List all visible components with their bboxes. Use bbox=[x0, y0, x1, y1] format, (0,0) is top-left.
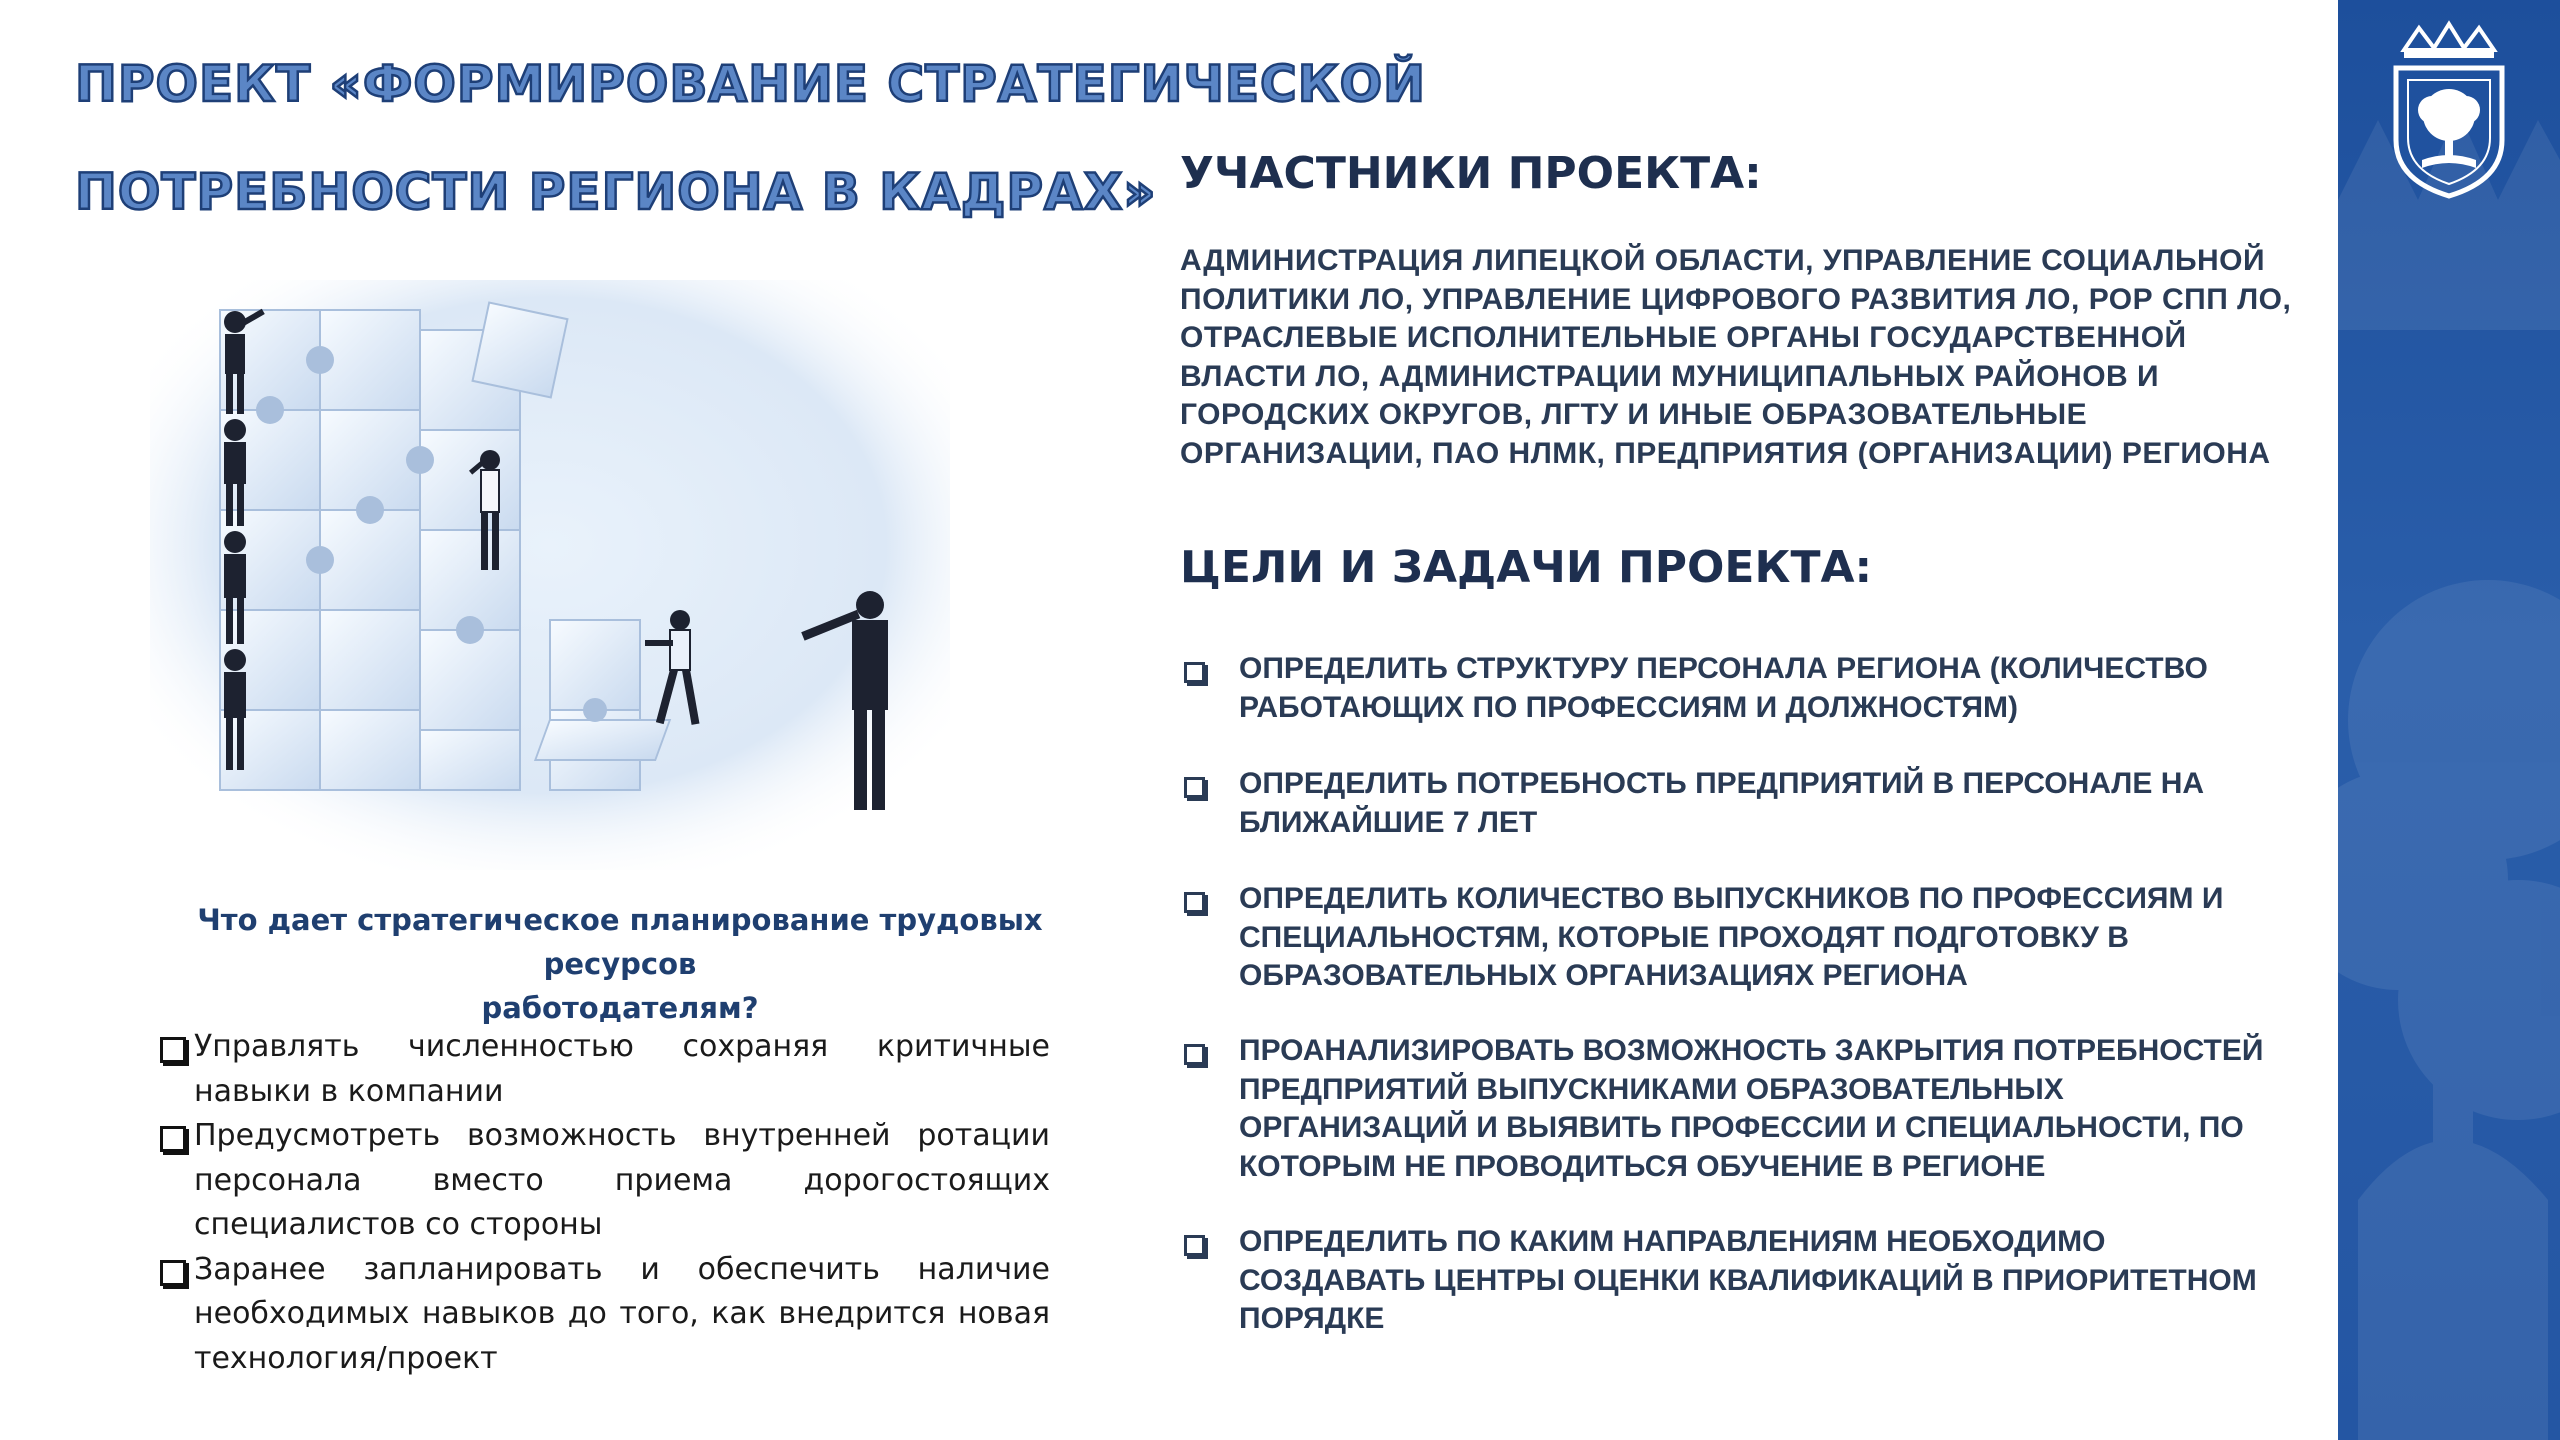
participants-text bbox=[1180, 242, 2340, 473]
goal-line: ПРЕДПРИЯТИЙ ВЫПУСКНИКАМИ ОБРАЗОВАТЕЛЬНЫХ bbox=[1239, 1072, 2064, 1106]
benefit-item bbox=[160, 1114, 1050, 1248]
goal-line: БЛИЖАЙШИЕ 7 ЛЕТ bbox=[1239, 805, 1538, 839]
checkbox-bullet-icon bbox=[1184, 1044, 1205, 1065]
goal-item bbox=[1180, 765, 2340, 842]
goal-item bbox=[1180, 650, 2340, 727]
checkbox-bullet-icon bbox=[160, 1037, 186, 1063]
participants-line: ГОРОДСКИХ ОКРУГОВ, ЛГТУ И ИНЫЕ ОБРАЗОВАТЕЛЬНЫЕ bbox=[1180, 398, 2088, 431]
puzzle-teamwork-illustration bbox=[150, 280, 950, 870]
goal-line: РАБОТАЮЩИХ ПО ПРОФЕССИЯМ И ДОЛЖНОСТЯМ) bbox=[1239, 690, 2019, 724]
checkbox-bullet-icon bbox=[160, 1126, 186, 1152]
checkbox-bullet-icon bbox=[1184, 777, 1205, 798]
goal-line: КОТОРЫМ НЕ ПРОВОДИТЬСЯ ОБУЧЕНИЕ В РЕГИОНЕ bbox=[1239, 1149, 2046, 1183]
participants-line: ВЛАСТИ ЛО, АДМИНИСТРАЦИИ МУНИЦИПАЛЬНЫХ РАЙОНОВ И bbox=[1180, 359, 2160, 393]
question-heading bbox=[120, 898, 1120, 1030]
goal-line: СПЕЦИАЛЬНОСТЯМ, КОТОРЫЕ ПРОХОДЯТ ПОДГОТОВКУ В bbox=[1239, 920, 2129, 954]
goal-line: ПРОАНАЛИЗИРОВАТЬ ВОЗМОЖНОСТЬ ЗАКРЫТИЯ ПОТРЕБНОСТЕЙ bbox=[1239, 1034, 2264, 1067]
benefit-text: Заранее запланировать и обеспечить наличие необходимых навыков до того, как внедрится новая технология/проект bbox=[194, 1251, 1050, 1376]
participants-line: АДМИНИСТРАЦИЯ ЛИПЕЦКОЙ ОБЛАСТИ, УПРАВЛЕНИЕ СОЦИАЛЬНОЙ bbox=[1180, 244, 2266, 277]
goal-item bbox=[1180, 1223, 2340, 1339]
goal-item bbox=[1180, 880, 2340, 996]
goal-line: СОЗДАВАТЬ ЦЕНТРЫ ОЦЕНКИ КВАЛИФИКАЦИЙ В ПРИОРИТЕТНОМ bbox=[1239, 1263, 2257, 1297]
benefits-list bbox=[160, 1025, 1050, 1381]
question-line-1: Что дает стратегическое планирование трудовых ресурсов bbox=[197, 903, 1043, 981]
benefit-item bbox=[160, 1025, 1050, 1114]
checkbox-bullet-icon bbox=[1184, 1235, 1205, 1256]
benefit-item bbox=[160, 1248, 1050, 1382]
side-decor-band bbox=[2338, 0, 2560, 1440]
page-title-line-2: ПОТРЕБНОСТИ РЕГИОНА В КАДРАХ» bbox=[75, 163, 1157, 221]
question-line-2: работодателям? bbox=[481, 991, 759, 1025]
checkbox-bullet-icon bbox=[160, 1260, 186, 1286]
benefit-text: Предусмотреть возможность внутренней ротации персонала вместо приема дорогостоящих специалистов со стороны bbox=[194, 1118, 1050, 1242]
checkbox-bullet-icon bbox=[1184, 662, 1205, 683]
band-ornament-icon bbox=[2338, 0, 2560, 1440]
goal-line: ОБРАЗОВАТЕЛЬНЫХ ОРГАНИЗАЦИЯХ РЕГИОНА bbox=[1239, 959, 1968, 992]
benefit-text: Управлять численностью сохраняя критичные навыки в компании bbox=[194, 1029, 1050, 1109]
goal-line: ОПРЕДЕЛИТЬ СТРУКТУРУ ПЕРСОНАЛА РЕГИОНА (КОЛИЧЕСТВО bbox=[1239, 652, 2208, 685]
participants-heading: УЧАСТНИКИ ПРОЕКТА: bbox=[1180, 148, 1762, 199]
goals-heading: ЦЕЛИ И ЗАДАЧИ ПРОЕКТА: bbox=[1180, 542, 1873, 593]
participants-line: ПОЛИТИКИ ЛО, УПРАВЛЕНИЕ ЦИФРОВОГО РАЗВИТИЯ ЛО, РОР СПП ЛО, bbox=[1180, 282, 2292, 316]
goal-line: ОРГАНИЗАЦИЙ И ВЫЯВИТЬ ПРОФЕССИИ И СПЕЦИАЛЬНОСТИ, ПО bbox=[1239, 1111, 2244, 1144]
checkbox-bullet-icon bbox=[1184, 892, 1205, 913]
goal-line: ПОРЯДКЕ bbox=[1239, 1302, 1385, 1335]
goal-line: ОПРЕДЕЛИТЬ КОЛИЧЕСТВО ВЫПУСКНИКОВ ПО ПРОФЕССИЯМ И bbox=[1239, 882, 2224, 915]
goal-line: ОПРЕДЕЛИТЬ ПО КАКИМ НАПРАВЛЕНИЯМ НЕОБХОДИМО bbox=[1239, 1225, 2106, 1258]
participants-line: ОРГАНИЗАЦИИ, ПАО НЛМК, ПРЕДПРИЯТИЯ (ОРГАНИЗАЦИИ) РЕГИОНА bbox=[1180, 436, 2271, 470]
goal-item bbox=[1180, 1032, 2340, 1186]
participants-line: ОТРАСЛЕВЫЕ ИСПОЛНИТЕЛЬНЫЕ ОРГАНЫ ГОСУДАРСТВЕННОЙ bbox=[1180, 321, 2187, 354]
goal-line: ОПРЕДЕЛИТЬ ПОТРЕБНОСТЬ ПРЕДПРИЯТИЙ В ПЕРСОНАЛЕ НА bbox=[1239, 767, 2205, 800]
coat-of-arms-icon bbox=[2384, 20, 2514, 200]
page-title-line-1: ПРОЕКТ «ФОРМИРОВАНИЕ СТРАТЕГИЧЕСКОЙ bbox=[75, 55, 1426, 113]
